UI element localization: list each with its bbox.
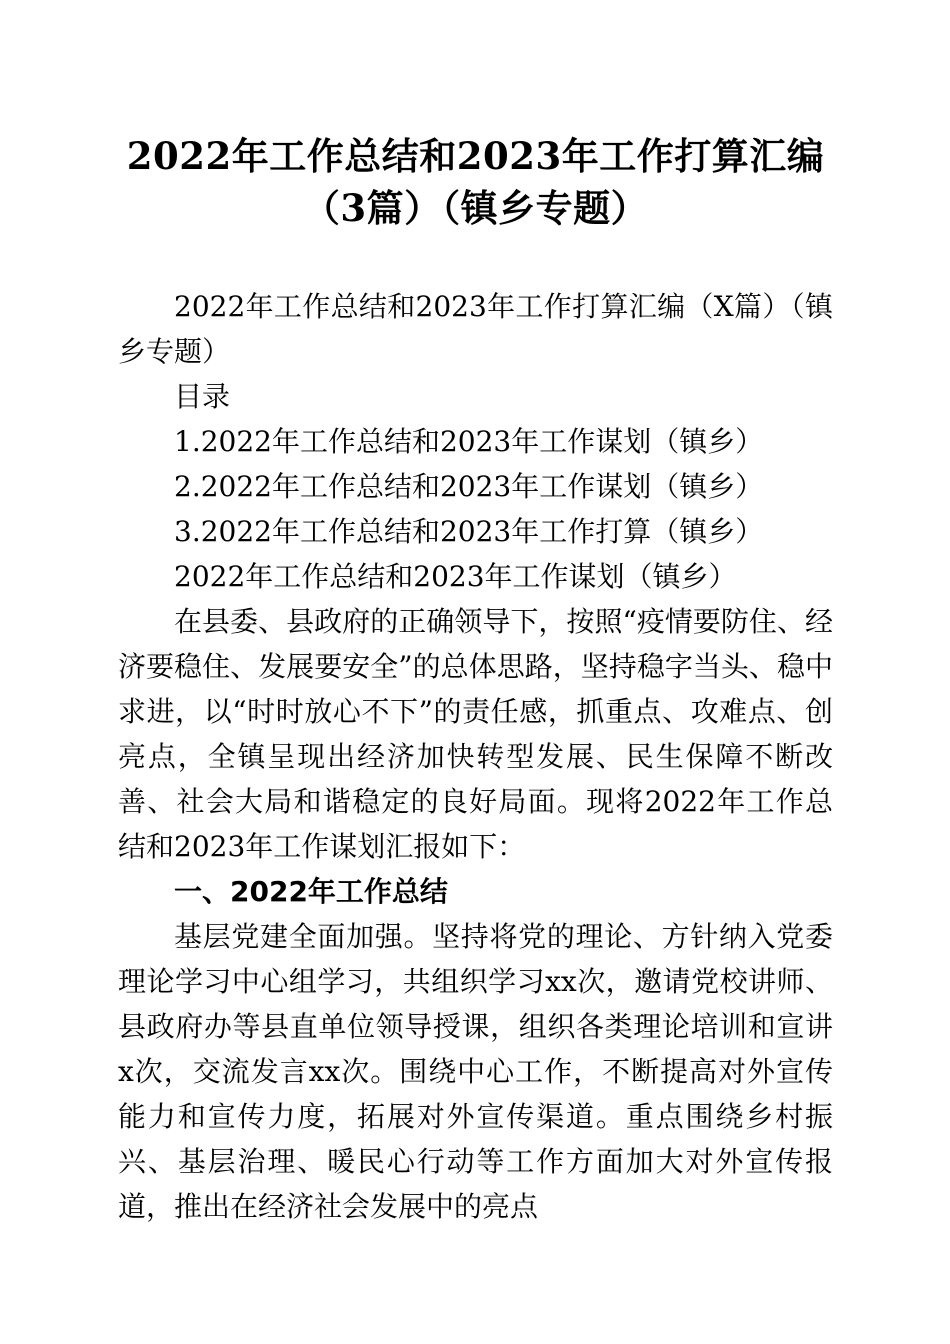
section-heading: 一、2022年工作总结 xyxy=(174,875,448,908)
paragraph: 基层党建全面加强。坚持将党的理论、方针纳入党委理论学习中心组学习，共组织学习xx次，邀请党校讲师、县政府办等县直单位领导授课，组织各类理论培训和宣讲x次，交流发言xx次。围绕中心工作，不断提高对外宣传能力和宣传力度，拓展对外宣传渠道。重点围绕乡村振兴、基层治理、暖民心行动等工作方面加大对外宣传报道，推出在经济社会发展中的亮点 xyxy=(118,920,833,1223)
document-title: 2022年工作总结和2023年工作打算汇编（3篇）（镇乡专题） xyxy=(126,134,825,230)
document-body xyxy=(118,284,833,1229)
toc-item: 3.2022年工作总结和2023年工作打算（镇乡） xyxy=(174,515,764,548)
toc-item: 1.2022年工作总结和2023年工作谋划（镇乡） xyxy=(174,425,764,458)
article-title: 2022年工作总结和2023年工作谋划（镇乡） xyxy=(174,560,737,593)
intro-line: 2022年工作总结和2023年工作打算汇编（X篇）（镇乡专题） xyxy=(118,290,833,368)
toc-item: 2.2022年工作总结和2023年工作谋划（镇乡） xyxy=(174,470,764,503)
toc-title: 目录 xyxy=(174,380,231,413)
paragraph: 在县委、县政府的正确领导下，按照“疫情要防住、经济要稳住、发展要安全”的总体思路，坚持稳字当头、稳中求进，以“时时放心不下”的责任感，抓重点、攻难点、创亮点，全镇呈现出经济加快转型发展、民生保障不断改善、社会大局和谐稳定的良好局面。现将2022年工作总结和2023年工作谋划汇报如下： xyxy=(118,605,833,863)
